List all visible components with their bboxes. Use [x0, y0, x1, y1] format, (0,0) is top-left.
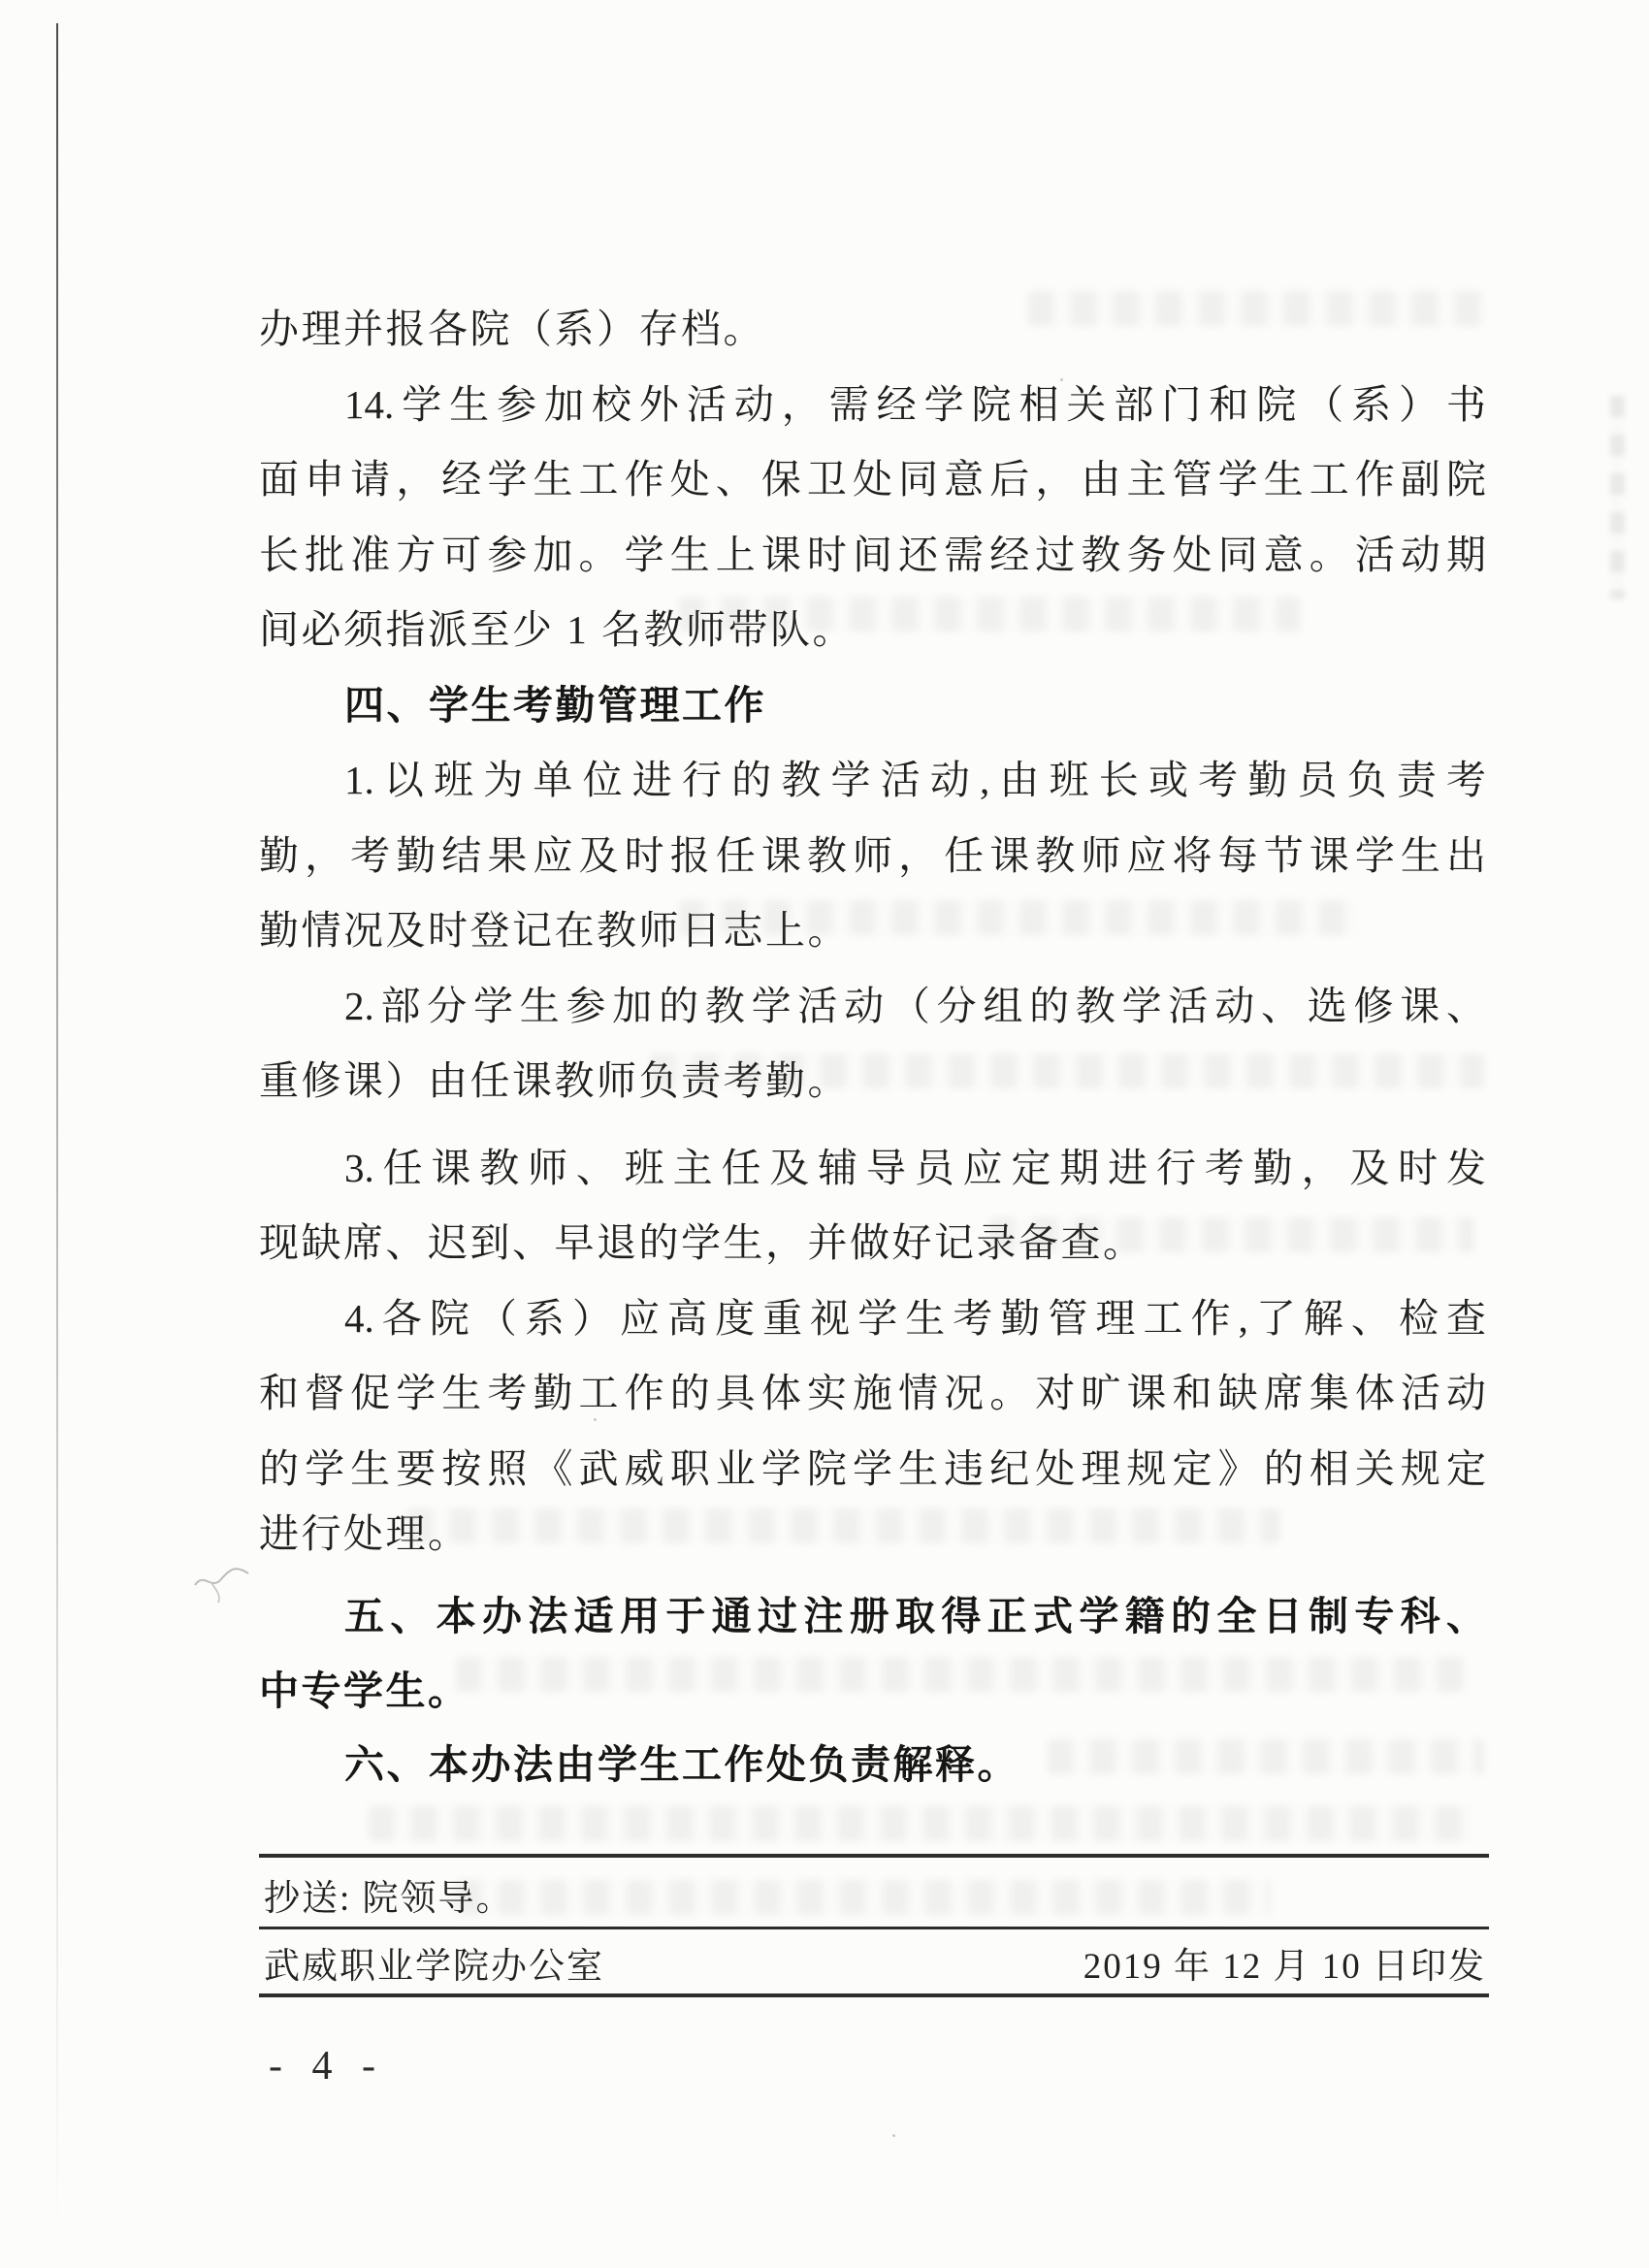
section-heading-6: 六、本办法由学生工作处负责解释。 — [344, 1742, 1019, 1787]
body-line: 间必须指派至少 1 名教师带队。 — [259, 607, 855, 652]
scan-speck — [892, 2134, 895, 2137]
pencil-mark-artifact — [192, 1558, 252, 1604]
bleed-through-artifact — [456, 1657, 1465, 1692]
body-line: 长批准方可参加。学生上课时间还需经过教务处同意。活动期 — [259, 533, 1486, 577]
body-line: 和督促学生考勤工作的具体实施情况。对旷课和缺席集体活动 — [259, 1371, 1486, 1415]
bleed-through-artifact — [650, 1053, 1484, 1088]
issuing-office: 武威职业学院办公室 — [264, 1947, 604, 1987]
bleed-through-artifact — [1048, 1739, 1484, 1774]
section-heading-5-continuation: 中专学生。 — [259, 1669, 470, 1713]
body-line: 进行处理。 — [259, 1511, 470, 1556]
footer-rule-bottom — [259, 1993, 1489, 1997]
bleed-through-artifact — [407, 1508, 1280, 1543]
body-line: 14.学生参加校外活动，需经学院相关部门和院（系）书 — [344, 382, 1486, 427]
body-line: 3.任课教师、班主任及辅导员应定期进行考勤，及时发 — [344, 1146, 1486, 1190]
body-line: 面申请，经学生工作处、保卫处同意后，由主管学生工作副院 — [259, 457, 1486, 502]
bleed-through-artifact — [456, 1880, 1271, 1915]
page-number: - 4 - — [269, 2044, 385, 2089]
footer-rule-top — [259, 1854, 1489, 1858]
body-line: 勤，考勤结果应及时报任课教师，任课教师应将每节课学生出 — [259, 833, 1486, 878]
body-line: 重修课）由任课教师负责考勤。 — [259, 1058, 850, 1103]
section-heading-5: 五、本办法适用于通过注册取得正式学籍的全日制专科、 — [344, 1594, 1486, 1638]
scan-speck — [1060, 378, 1063, 381]
scanner-line-artifact — [56, 23, 58, 2235]
scan-speck — [594, 1418, 597, 1421]
body-line: 4.各院（系）应高度重视学生考勤管理工作,了解、检查 — [344, 1296, 1486, 1341]
body-line: 现缺席、迟到、早退的学生，并做好记录备查。 — [259, 1220, 1146, 1265]
body-line: 勤情况及时登记在教师日志上。 — [259, 908, 850, 953]
bleed-through-artifact — [1610, 396, 1625, 599]
footer-rule-middle — [259, 1927, 1489, 1929]
bleed-through-artifact — [989, 1217, 1474, 1252]
bleed-through-artifact — [369, 1806, 1474, 1841]
body-line: 2.部分学生参加的教学活动（分组的教学活动、选修课、 — [344, 984, 1486, 1028]
print-date: 2019 年 12 月 10 日印发 — [1083, 1947, 1486, 1987]
bleed-through-artifact — [679, 900, 1358, 935]
section-heading-4: 四、学生考勤管理工作 — [344, 683, 766, 728]
bleed-through-artifact — [1028, 291, 1484, 326]
body-line: 1.以班为单位进行的教学活动,由班长或考勤员负责考 — [344, 758, 1486, 802]
copy-to-line: 抄送: 院领导。 — [264, 1879, 514, 1919]
body-line: 办理并报各院（系）存档。 — [259, 307, 765, 351]
bleed-through-artifact — [679, 597, 1300, 632]
body-line: 的学生要按照《武威职业学院学生违纪处理规定》的相关规定 — [259, 1446, 1486, 1491]
